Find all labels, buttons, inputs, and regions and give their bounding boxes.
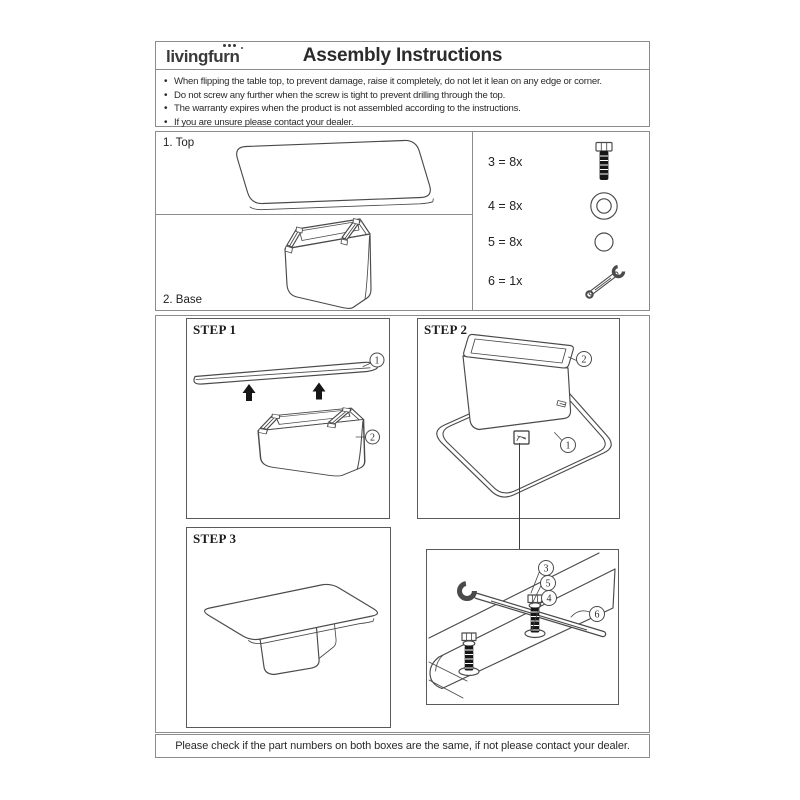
- bolt-detail-box: [426, 549, 619, 705]
- part-label: 5 = 8x: [488, 235, 523, 249]
- step3-box: [186, 527, 391, 728]
- svg-text:1: 1: [565, 440, 571, 452]
- footer-note-box: [155, 734, 650, 758]
- wrench-icon: [580, 261, 628, 301]
- bolt-detail-drawing: [427, 550, 618, 704]
- bullet-icon: •: [164, 103, 168, 114]
- warning-notes-box: [155, 69, 650, 127]
- top-part-box: [155, 131, 473, 215]
- bullet-icon: •: [164, 76, 168, 87]
- logo-dots-icon: [223, 43, 238, 47]
- part-row: [473, 189, 649, 223]
- brand-logo: [166, 47, 239, 69]
- arrow-up-icon: [243, 384, 256, 401]
- arrow-up-icon: [313, 383, 326, 400]
- brand-name: livingfurn: [166, 47, 240, 66]
- hardware-parts-box: [472, 131, 650, 311]
- lock-washer-icon: [591, 229, 617, 255]
- note-item: [164, 116, 643, 130]
- step3-label: STEP 3: [193, 531, 237, 546]
- callout-connector-line: [519, 443, 520, 549]
- bolt-with-washer: [459, 633, 479, 676]
- base-drawing: [156, 215, 472, 310]
- part-label: 6 = 1x: [488, 274, 523, 288]
- top-part-label: 1. Top: [163, 137, 195, 149]
- bullet-icon: •: [164, 116, 168, 128]
- svg-text:2: 2: [581, 354, 587, 366]
- bolt-icon: [589, 141, 619, 183]
- svg-text:2: 2: [370, 432, 375, 444]
- part-label: 4 = 8x: [488, 199, 523, 213]
- note-text: Do not screw any further when the screw is tight to prevent drilling through the top.: [174, 89, 506, 101]
- part-label: 3 = 8x: [488, 155, 523, 169]
- part-row: [473, 141, 649, 183]
- svg-text:4: 4: [546, 593, 552, 605]
- part-row: [473, 229, 649, 255]
- washer-icon: [587, 189, 621, 223]
- note-text: If you are unsure please contact your dealer.: [174, 116, 354, 128]
- svg-text:5: 5: [545, 578, 551, 590]
- base-part-box: [155, 214, 473, 311]
- footer-note-text: Please check if the part numbers on both boxes are the same, if not please contact your dealer.: [175, 740, 630, 752]
- bracket-detail-callout-box: [514, 431, 529, 444]
- warning-notes-list: [156, 70, 649, 129]
- step1-label: STEP 1: [193, 322, 237, 337]
- page-title: Assembly Instructions: [302, 45, 503, 66]
- step1-drawing: [187, 319, 389, 518]
- svg-text:1: 1: [374, 355, 380, 367]
- note-item: [164, 89, 643, 103]
- note-text: When flipping the table top, to prevent damage, raise it completely, do not let it lean on any edge or corner.: [174, 76, 602, 87]
- svg-text:6: 6: [594, 609, 600, 621]
- note-item: [164, 75, 643, 89]
- tabletop-drawing: [156, 132, 472, 214]
- bullet-icon: •: [164, 89, 168, 101]
- step3-drawing: [187, 528, 390, 727]
- part-row: [473, 261, 649, 301]
- step2-label: STEP 2: [424, 322, 468, 337]
- base-part-label: 2. Base: [163, 294, 202, 306]
- note-item: [164, 102, 643, 116]
- hardware-parts-list: [473, 132, 649, 310]
- svg-text:3: 3: [543, 563, 549, 575]
- note-text: The warranty expires when the product is not assembled according to the instructions.: [174, 103, 521, 114]
- step1-box: [186, 318, 390, 519]
- header-bar: [155, 41, 650, 70]
